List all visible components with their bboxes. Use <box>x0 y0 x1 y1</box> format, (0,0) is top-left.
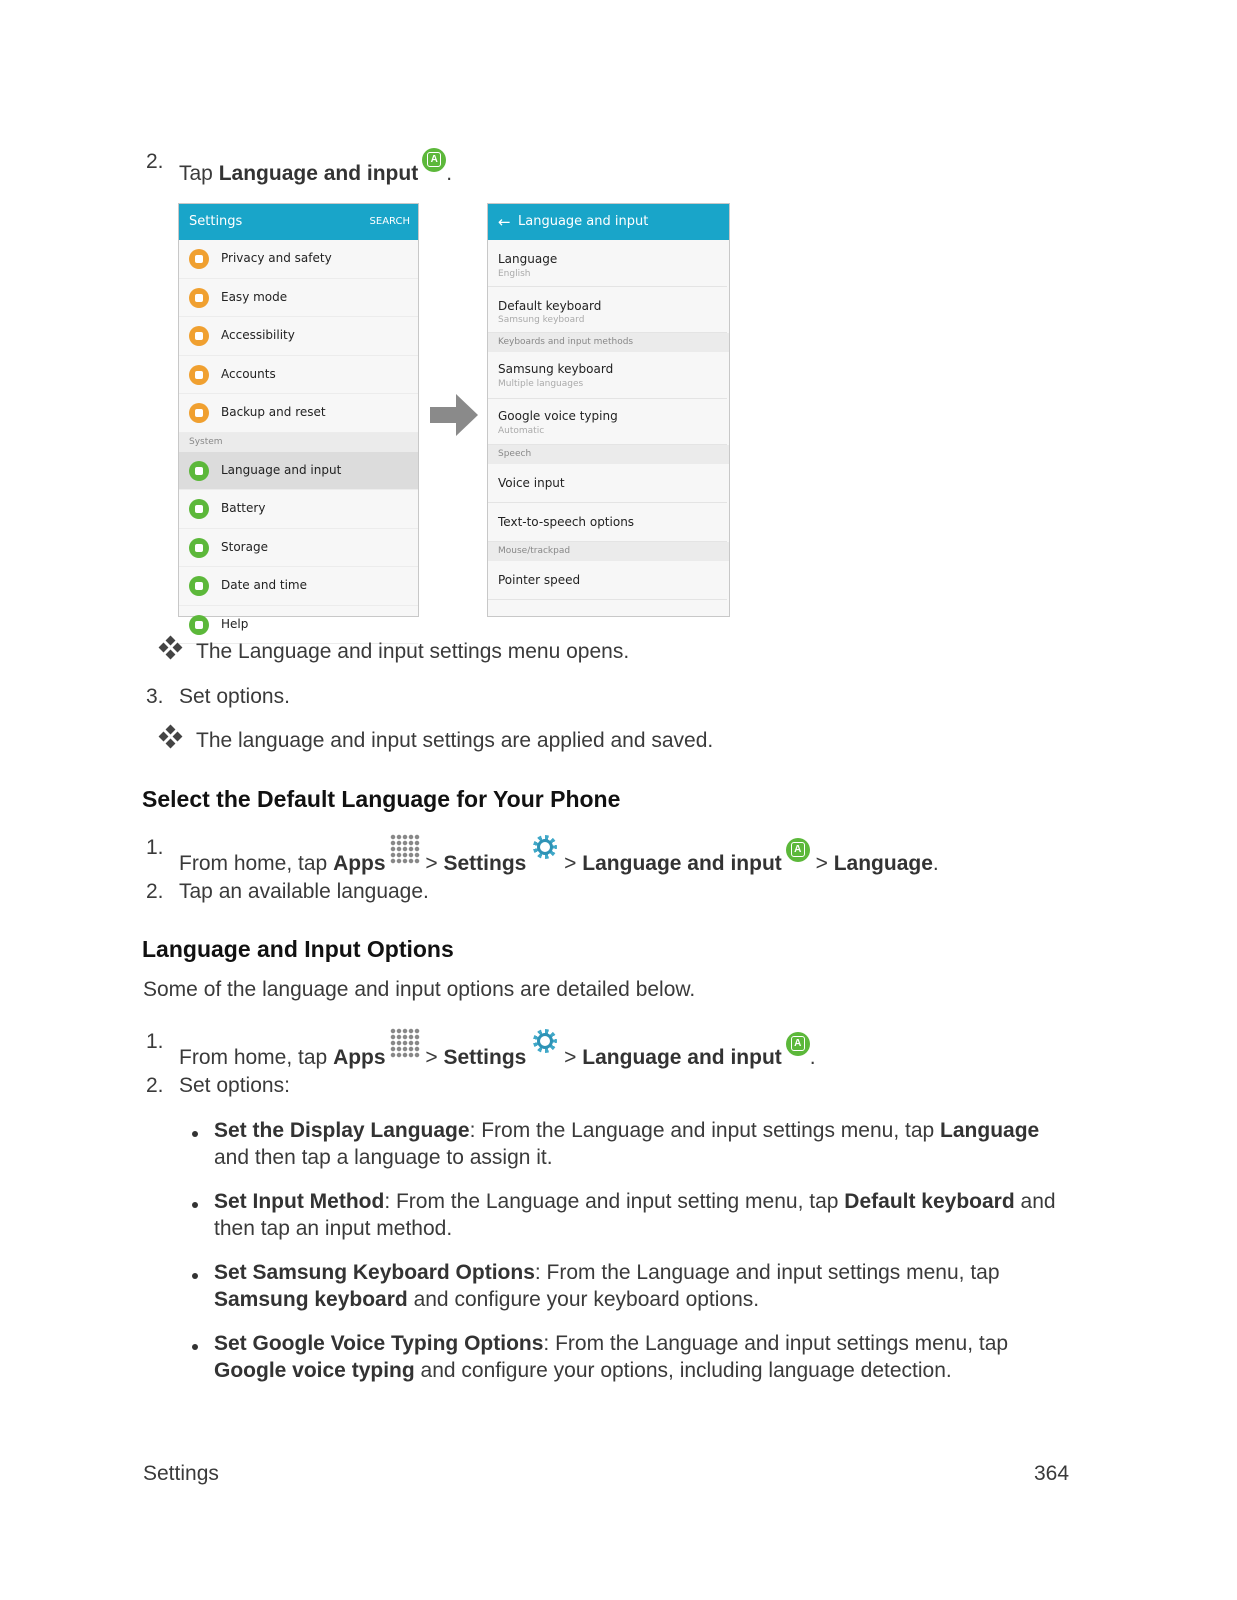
bullet-text: and configure your keyboard options. <box>407 1288 760 1311</box>
samsung-keyboard-row[interactable] <box>488 352 727 399</box>
bullet-title: Set the Display Language <box>214 1119 470 1142</box>
gear-icon <box>532 1028 558 1054</box>
right-arrow-icon <box>430 394 480 436</box>
language-row[interactable] <box>488 240 727 287</box>
language-input-label: Language and input <box>582 852 782 875</box>
separator: > <box>419 1046 444 1069</box>
bullet-line: then tap an input method. <box>214 1217 453 1240</box>
bullet-bold: Samsung keyboard <box>214 1288 408 1311</box>
separator: > <box>809 852 834 875</box>
step-text <box>179 834 939 878</box>
google-voice-row[interactable] <box>488 399 727 445</box>
settings-item-label: Accounts <box>221 366 276 381</box>
settings-item-icon <box>189 461 209 481</box>
settings-item-icon <box>189 615 209 635</box>
bullet-text: : From the Language and input settings menu, tap <box>469 1119 941 1142</box>
settings-item[interactable] <box>179 317 418 356</box>
result-icon <box>160 637 182 659</box>
step-text-end: . <box>809 1046 816 1069</box>
section-system: System <box>179 433 418 452</box>
settings-item[interactable] <box>179 567 418 606</box>
step-number: 1. <box>146 836 164 859</box>
step-text-bold: Language and input <box>218 162 419 185</box>
samsung-keyboard-label: Samsung keyboard <box>498 362 614 376</box>
settings-item-label: Language and input <box>221 462 342 477</box>
language-input-screen <box>487 203 730 617</box>
tts-label: Text-to-speech options <box>498 515 635 529</box>
apps-icon <box>390 834 420 864</box>
step-number: 3. <box>146 685 164 708</box>
settings-item-icon <box>189 538 209 558</box>
bullet-bold: Default keyboard <box>844 1190 1015 1213</box>
settings-item-icon <box>189 249 209 269</box>
bullet-text: : From the Language and input setting menu, tap <box>384 1190 845 1213</box>
language-label: Language <box>833 852 933 875</box>
bullet-text: and <box>1014 1190 1056 1213</box>
bullet-icon <box>192 1131 198 1137</box>
step-text <box>179 148 452 188</box>
settings-item-icon <box>189 288 209 308</box>
bullet-title: Set Input Method <box>214 1190 385 1213</box>
settings-item-label: Privacy and safety <box>221 251 332 265</box>
pointer-speed-row[interactable] <box>488 561 727 600</box>
page-number: 364 <box>1034 1462 1070 1485</box>
bullet-line <box>214 1330 1008 1358</box>
step-text: Tap an available language. <box>179 880 429 903</box>
settings-item[interactable] <box>179 452 418 491</box>
language-row-value: English <box>498 269 531 279</box>
step-number: 2. <box>146 1074 164 1097</box>
step-number: 2. <box>146 150 164 173</box>
search-label: SEARCH <box>369 216 410 227</box>
bullet-bold: Language <box>940 1119 1040 1142</box>
bullet-line <box>214 1357 952 1385</box>
bullet-bold: Google voice typing <box>214 1359 415 1382</box>
settings-item[interactable] <box>179 394 418 433</box>
language-input-icon <box>422 148 446 172</box>
bullet-icon <box>192 1202 198 1208</box>
settings-item-label: Easy mode <box>221 289 288 304</box>
settings-item[interactable] <box>179 240 418 279</box>
settings-item-label: Accessibility <box>221 328 295 342</box>
section-heading: Select the Default Language for Your Phone <box>142 786 621 812</box>
bullet-text: : From the Language and input settings menu, tap <box>543 1332 1009 1355</box>
settings-label: Settings <box>443 852 527 875</box>
settings-item-icon <box>189 499 209 519</box>
step-number: 1. <box>146 1030 164 1053</box>
gear-icon <box>532 834 558 860</box>
default-keyboard-label: Default keyboard <box>498 299 602 313</box>
step-text-plain: From home, tap <box>179 1046 334 1069</box>
back-arrow-icon[interactable]: ← <box>498 213 511 231</box>
settings-item[interactable] <box>179 356 418 395</box>
language-row-label: Language <box>498 252 558 266</box>
apps-label: Apps <box>333 852 386 875</box>
separator: > <box>558 1046 583 1069</box>
settings-title: Settings <box>189 214 243 229</box>
step-text-end: . <box>446 162 453 185</box>
step-text-plain: From home, tap <box>179 852 334 875</box>
section-speech: Speech <box>488 445 729 464</box>
bullet-title: Set Google Voice Typing Options <box>214 1332 544 1355</box>
voice-input-label: Voice input <box>498 476 565 490</box>
bullet-text: : From the Language and input settings menu, tap <box>534 1261 1000 1284</box>
default-keyboard-value: Samsung keyboard <box>498 315 585 325</box>
settings-item[interactable] <box>179 529 418 568</box>
section-heading: Language and Input Options <box>142 936 454 962</box>
separator: > <box>558 852 583 875</box>
samsung-keyboard-value: Multiple languages <box>498 379 584 389</box>
settings-item-icon <box>189 365 209 385</box>
settings-item-label: Date and time <box>221 578 307 592</box>
settings-item-icon <box>189 576 209 596</box>
step-number: 2. <box>146 880 164 903</box>
apps-icon <box>390 1028 420 1058</box>
bullet-icon <box>192 1273 198 1279</box>
language-input-title: Language and input <box>518 214 649 229</box>
language-input-app-bar <box>488 204 729 240</box>
bullet-line <box>214 1259 1000 1287</box>
tts-row[interactable] <box>488 503 727 542</box>
settings-item[interactable] <box>179 490 418 529</box>
language-input-label: Language and input <box>582 1046 782 1069</box>
bullet-line: and then tap a language to assign it. <box>214 1146 553 1169</box>
step-text-end: . <box>932 852 939 875</box>
google-voice-value: Automatic <box>498 426 545 436</box>
intro-text: Some of the language and input options are detailed below. <box>143 978 696 1001</box>
section-mouse: Mouse/trackpad <box>488 542 729 561</box>
google-voice-label: Google voice typing <box>498 409 618 423</box>
settings-app-bar <box>179 204 418 240</box>
bullet-line <box>214 1117 1039 1145</box>
result-text: The language and input settings are applied and saved. <box>196 729 714 752</box>
settings-item-label: Backup and reset <box>221 405 326 419</box>
settings-item-icon <box>189 403 209 423</box>
step-text-plain: Tap <box>179 162 219 185</box>
pointer-speed-label: Pointer speed <box>498 573 581 587</box>
result-icon <box>160 726 182 748</box>
footer-section: Settings <box>143 1462 219 1485</box>
section-keyboards: Keyboards and input methods <box>488 333 729 352</box>
language-input-icon <box>786 1032 810 1056</box>
step-text: Set options. <box>179 685 290 708</box>
settings-item-label: Battery <box>221 501 266 515</box>
voice-input-row[interactable] <box>488 464 727 503</box>
default-keyboard-row[interactable] <box>488 287 727 333</box>
language-input-icon <box>786 838 810 862</box>
settings-item-label: Storage <box>221 539 268 554</box>
step-text <box>179 1028 816 1072</box>
bullet-line <box>214 1286 759 1314</box>
bullet-icon <box>192 1344 198 1350</box>
bullet-line <box>214 1188 1056 1216</box>
settings-item-icon <box>189 326 209 346</box>
settings-item[interactable] <box>179 279 418 318</box>
step-text: Set options: <box>179 1074 290 1097</box>
bullet-text: and configure your options, including language detection. <box>414 1359 952 1382</box>
settings-screen <box>178 203 419 631</box>
settings-item-label: Help <box>221 616 249 631</box>
apps-label: Apps <box>333 1046 386 1069</box>
settings-label: Settings <box>443 1046 527 1069</box>
bullet-title: Set Samsung Keyboard Options <box>214 1261 535 1284</box>
separator: > <box>419 852 444 875</box>
result-text: The Language and input settings menu opens. <box>196 640 630 663</box>
